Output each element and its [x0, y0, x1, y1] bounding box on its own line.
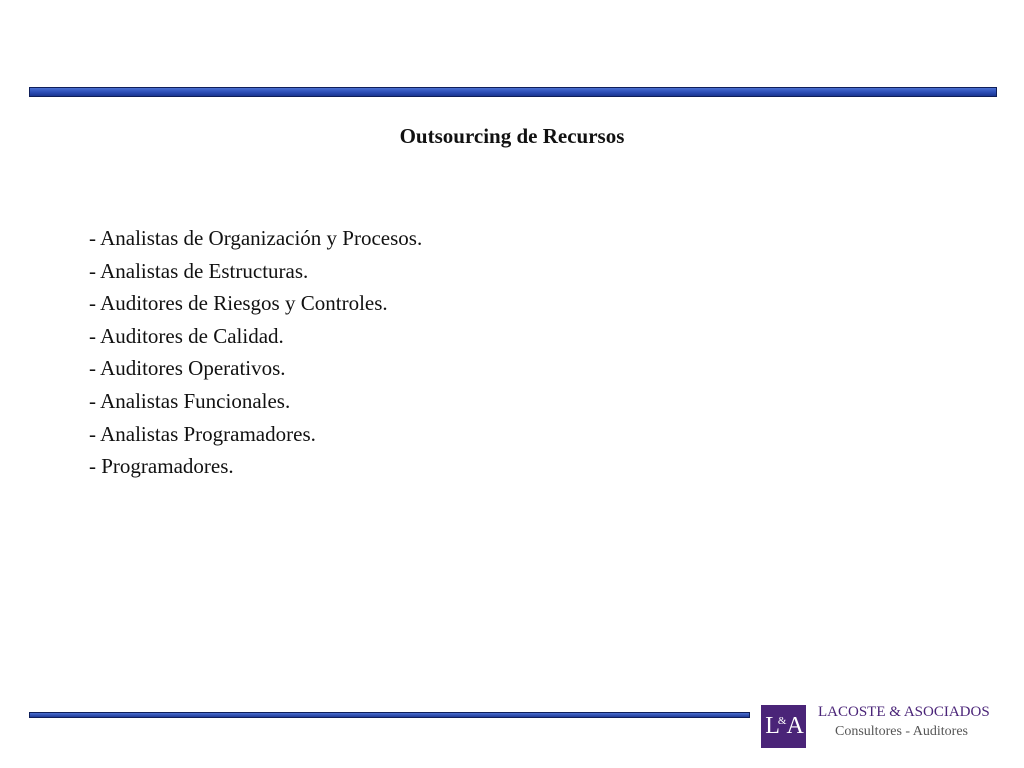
top-divider [29, 87, 997, 97]
list-item: - Auditores de Riesgos y Controles. [89, 291, 388, 316]
list-item: - Auditores de Calidad. [89, 323, 284, 348]
logo-letter: A [786, 713, 802, 739]
company-name: LACOSTE & ASOCIADOS [818, 704, 990, 720]
list-item: - Analistas Programadores. [89, 421, 316, 446]
logo-ampersand: & [777, 714, 787, 727]
bottom-divider [29, 712, 750, 718]
slide-title: Outsourcing de Recursos [399, 124, 625, 148]
list-item: - Programadores. [89, 454, 234, 479]
item-list [89, 222, 422, 483]
list-item: - Analistas de Estructuras. [89, 258, 309, 283]
list-item: - Analistas de Organización y Procesos. [89, 226, 423, 250]
list-item: - Analistas Funcionales. [89, 388, 291, 413]
company-tagline: Consultores - Auditores [835, 724, 968, 739]
list-item: - Auditores Operativos. [89, 356, 286, 381]
company-logo [761, 705, 806, 748]
logo-letter: L [765, 713, 778, 739]
